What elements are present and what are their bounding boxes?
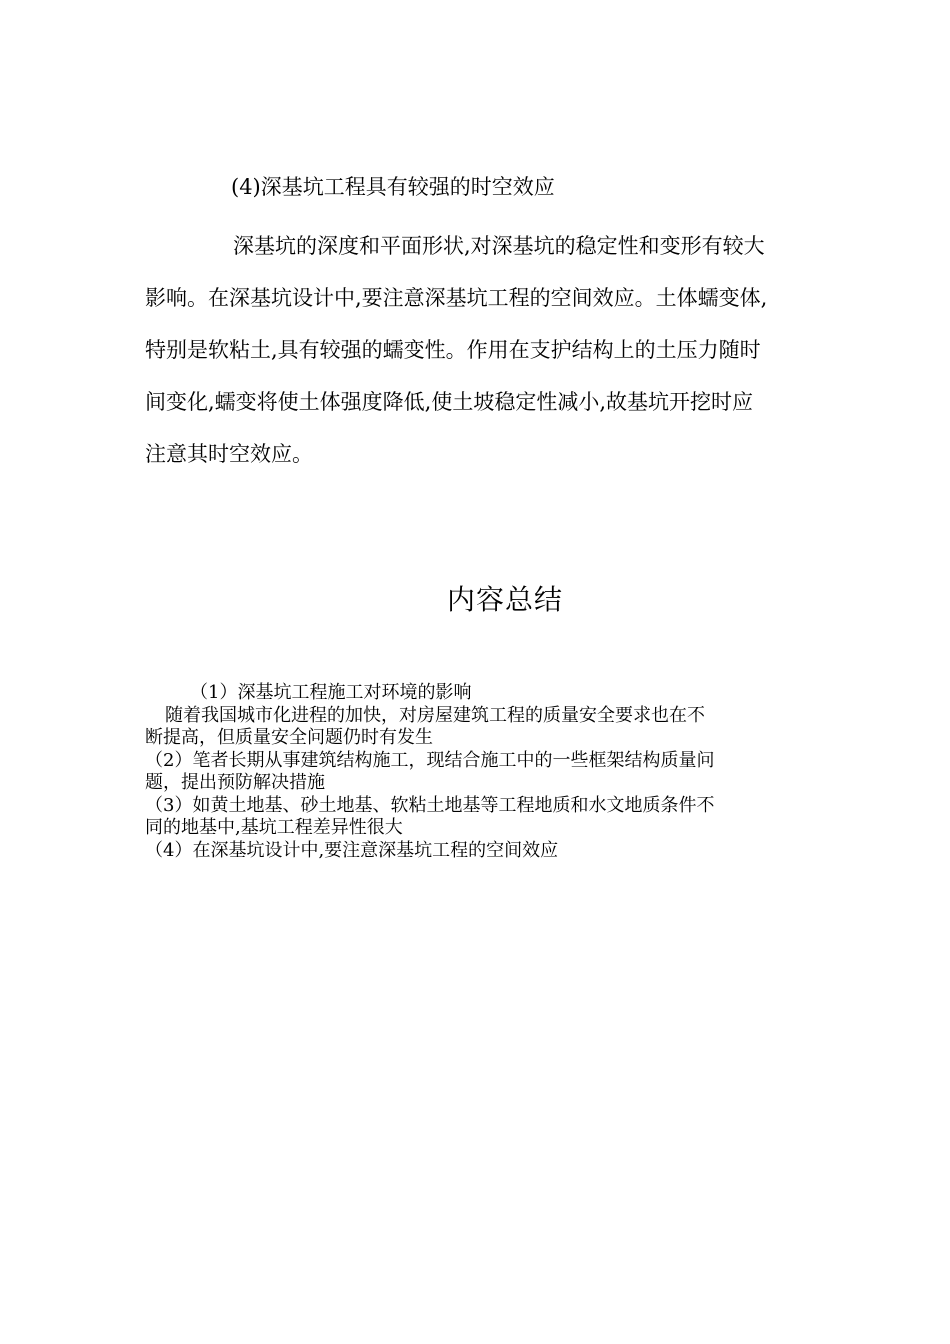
section-heading: (4)深基坑工程具有较强的时空效应 [231,175,555,199]
body-paragraph [145,220,807,480]
summary-line: （4）在深基坑设计中,要注意深基坑工程的空间效应 [145,839,559,861]
summary-line: （2）笔者长期从事建筑结构施工，现结合施工中的一些框架结构质量问 [145,749,715,771]
paragraph-line: 注意其时空效应。 [145,442,313,466]
summary-title: 内容总结 [446,583,563,616]
summary-line: 题，提出预防解决措施 [145,772,325,793]
paragraph-line: 影响。在深基坑设计中,要注意深基坑工程的空间效应。土体蠕变体, [145,286,768,310]
summary-line: （1）深基坑工程施工对环境的影响 [190,682,472,703]
summary-line: 断提高，但质量安全问题仍时有发生 [145,727,433,748]
summary-line: （3）如黄土地基、砂土地基、软粘土地基等工程地质和水文地质条件不 [145,794,715,816]
summary-line: 随着我国城市化进程的加快，对房屋建筑工程的质量安全要求也在不 [165,704,705,726]
paragraph-line: 间变化,蠕变将使土体强度降低,使土坡稳定性减小,故基坑开挖时应 [145,390,754,414]
summary-line: 同的地基中,基坑工程差异性很大 [145,817,403,838]
paragraph-line: 特别是软粘土,具有较强的蠕变性。作用在支护结构上的土压力随时 [145,338,761,362]
paragraph-line: 深基坑的深度和平面形状,对深基坑的稳定性和变形有较大 [233,234,765,258]
summary-list [145,682,807,862]
